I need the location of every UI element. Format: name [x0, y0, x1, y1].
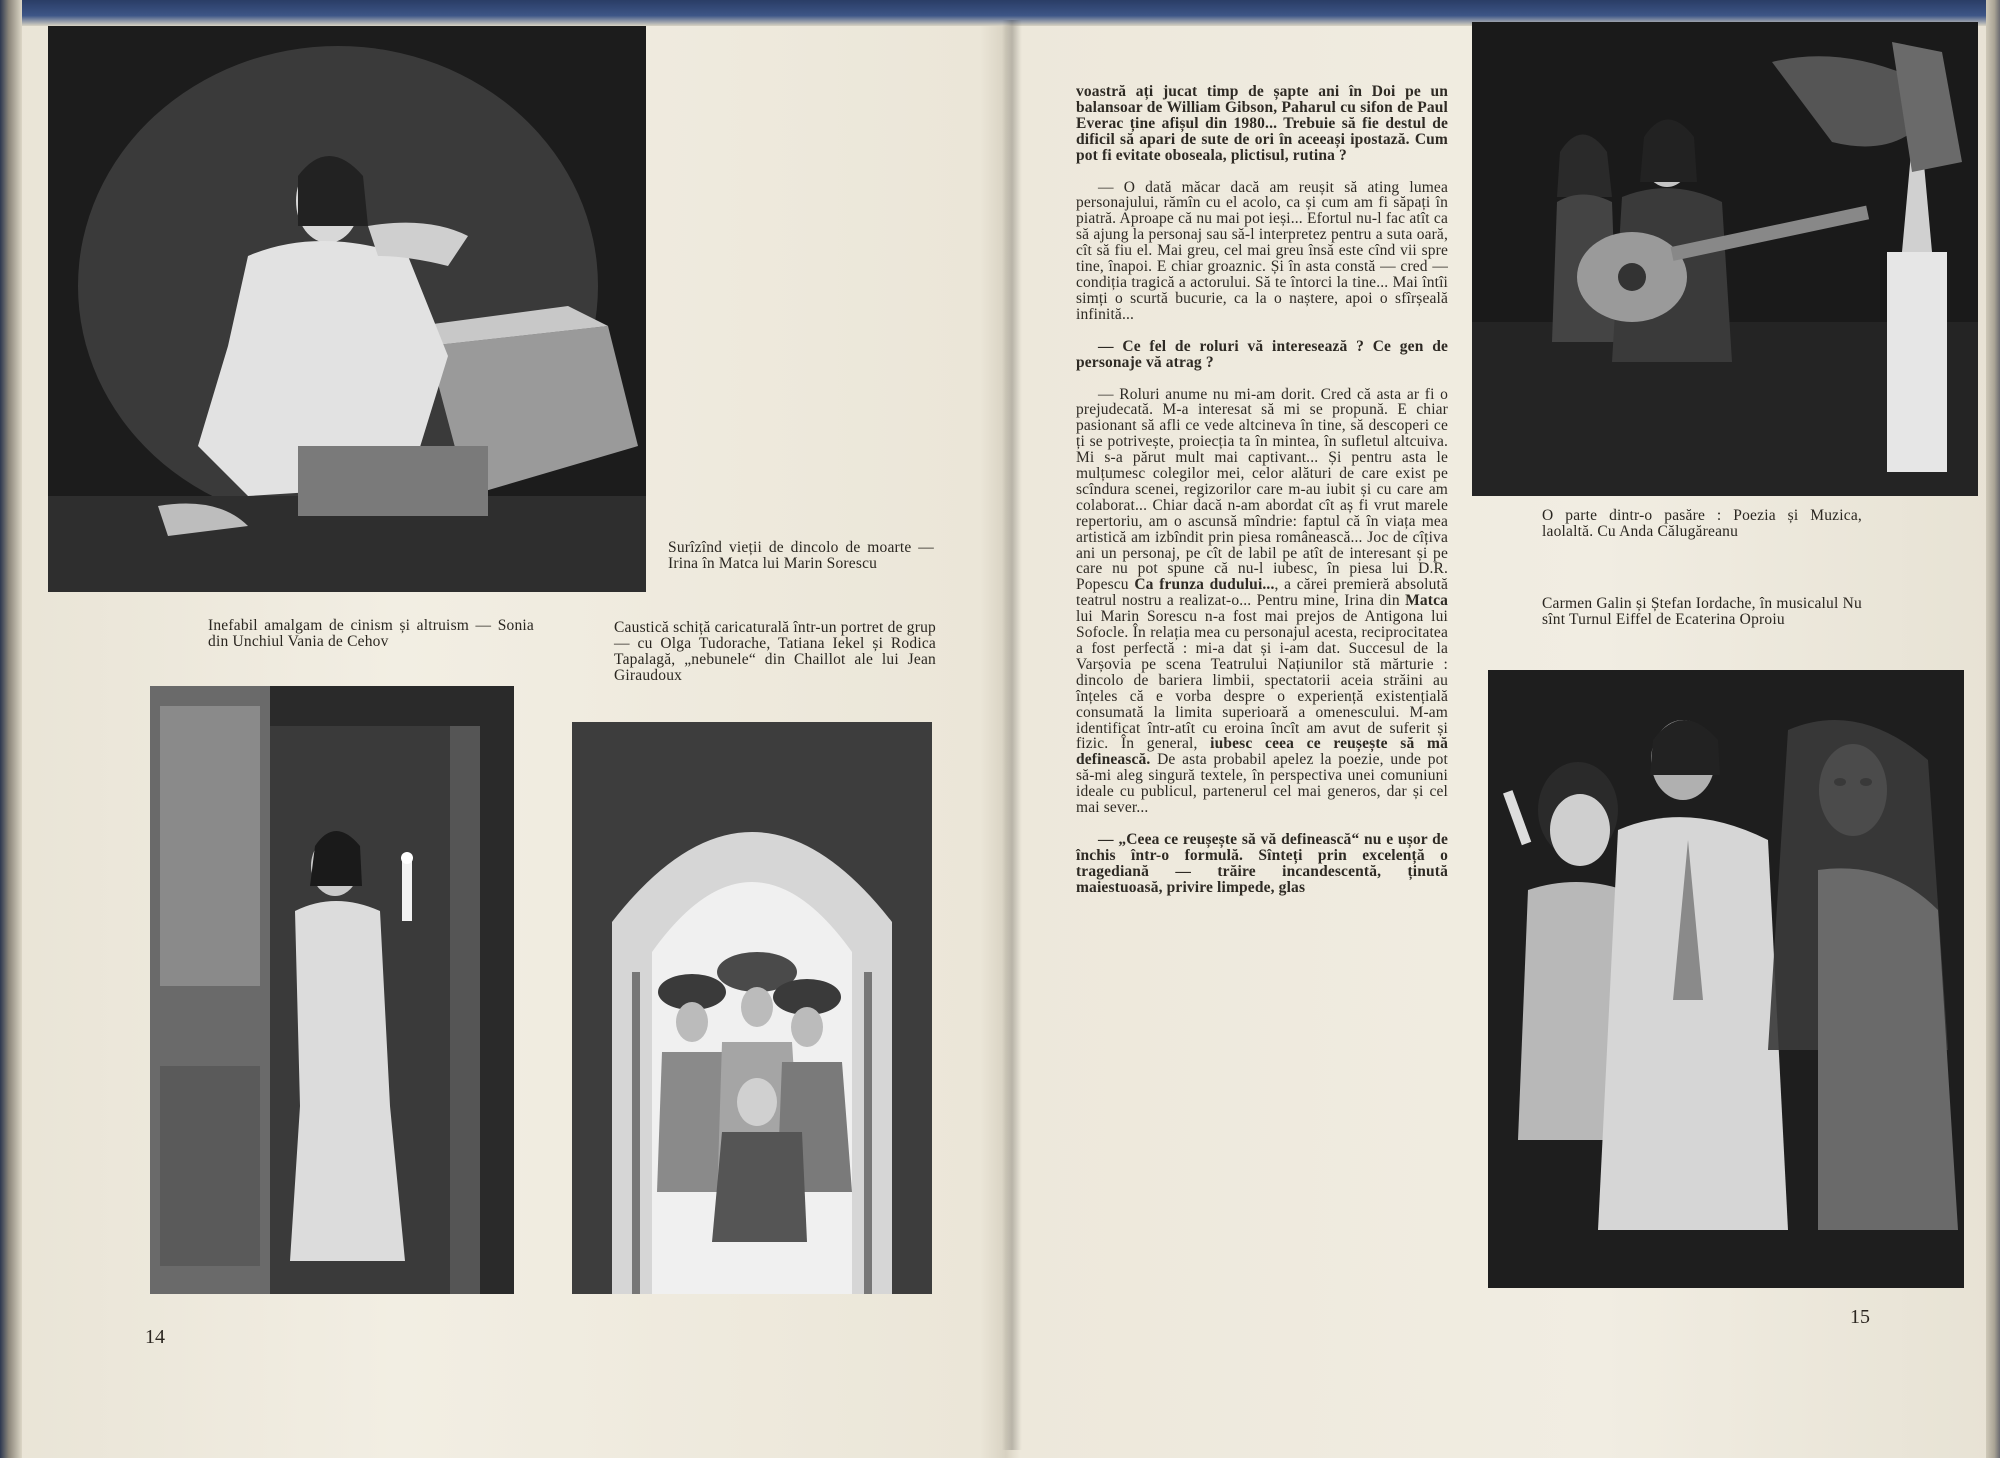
answer-2-text-d: De asta probabil apelez la poezie, unde pot să-mi aleg singură textele, în perspectiva unei comuniuni ideale cu publicul, partenerul cel mai generos, dar și cel mai sever...: [1076, 751, 1448, 817]
book-gutter: [1002, 20, 1022, 1450]
page-number-left: 14: [145, 1326, 165, 1348]
interview-question-1: voastră ați jucat timp de șapte ani în Doi pe un balansoar de William Gibson, Paharul cu sifon de Paul Everac ține afișul din 1980... Trebuie să fie destul de dificil să apari de sute de ori în aceeași ipostază. Cum pot fi evitate oboseala, plictisul, rutina ?: [1076, 83, 1448, 164]
interview-column: [1076, 84, 1448, 912]
interview-question-2: — Ce fel de roluri vă interesează ? Ce gen de personaje vă atrag ?: [1076, 337, 1448, 371]
photo-guitar-image: [1472, 22, 1978, 496]
interview-question-3: — „Ceea ce reușește să vă definească“ nu e ușor de închis într-o formulă. Sînteți prin excelență o tragediană — trăire incandescentă, ținută maiestuoasă, privire limpede, glas: [1076, 830, 1448, 896]
interview-answer-1: — O dată măcar dacă am reușit să ating lumea personajului, rămîn cu el acolo, ca și cum am fi săpați în piatră. Aproape că nu mai pot ieși... Efortul nu-l fac atît ca să ajung la personaj sau să-l interpretez pentru a suta oară, cît să fiu el. Mai greu, cel mai greu însă este cînd vii spre tine, înapoi. E chiar groaznic. Și în asta constă — cred — condiția tragică a actorului. Să te întorci la tine... Mai întîi simți o scurtă bucurie, ca la o naștere, apoi o sfîrșeală infinită...: [1076, 178, 1448, 323]
photo-galin-image: [1488, 670, 1964, 1288]
photo-door-scene: [150, 686, 514, 1294]
caption-sonia: Inefabil amalgam de cinism și altruism — Sonia din Unchiul Vania de Cehov: [208, 617, 534, 650]
left-page-edge: [0, 0, 22, 1458]
answer-2-title-matca: Matca: [1405, 592, 1448, 610]
photo-sonia-image: [48, 26, 646, 592]
photo-door-image: [150, 686, 514, 1294]
caption-irina: Surîzînd vieții de dincolo de moarte — Irina în Matca lui Marin Sorescu: [668, 539, 934, 572]
photo-carmen-galin: [1488, 670, 1964, 1288]
answer-2-text-c: lui Marin Sorescu n-a fost mai prejos de Antigona lui Sofocle. În relația mea cu personajul acesta, reciprocitatea a fost perfectă : mi-a dat și i-am dat. Succesul de la Varșovia pe scena Teatrului Națiunilor stă mărturie : dincolo de bariera limbii, spectatorii aceia străini au înțeles că e vorba despre o experiență existențială consumată la limita superioară a omenescului. M-am identificat într-atît cu eroina încît am avut de suferit și fizic. În general,: [1076, 608, 1448, 753]
photo-poezia-muzica: [1472, 22, 1978, 496]
interview-answer-2: [1076, 387, 1448, 816]
caption-carmen-galin: Carmen Galin și Ștefan Iordache, în musicalul Nu sînt Turnul Eiffel de Ecaterina Oproiu: [1542, 595, 1862, 628]
photo-sonia: [48, 26, 646, 592]
answer-2-text-a: — Roluri anume nu mi-am dorit. Cred că asta ar fi o prejudecată. M-a interesat să mi se propună. E chiar pasionant să afli ce vede altcineva în tine, să descoperi ce ți se potrivește, proiecția ta în mintea, în sufletul altcuiva. Mi s-a părut mult mai captivant... Și pentru asta le mulțumesc colegilor mei, celor alături de care exist pe scîndura scenei, regizorilor care m-au iubit și cu care am colaborat... Chiar dacă n-am abordat cît aș fi vrut marele repertoriu, am o ascunsă mîndrie: faptul că în viața mea artistică am izbîndit prin piesa românească... Joc de cîțiva ani un personaj, pe cît de labil pe atît de interesant și pe care nu pot spune că nu-l iubesc, în piesa lui D.R. Popescu: [1076, 385, 1448, 594]
answer-2-emphasis: iubesc ceea ce reușește să mă definească.: [1076, 735, 1448, 769]
photo-chaillot-group: [572, 722, 932, 1294]
photo-chaillot-image: [572, 722, 932, 1294]
right-page-edge: [1986, 0, 2000, 1458]
caption-poezia-muzica: O parte dintr-o pasăre : Poezia și Muzica, laolaltă. Cu Anda Călugăreanu: [1542, 507, 1862, 540]
answer-2-text-b: , a cărei premieră absolută teatrul nostru a realizat-o... Pentru mine, Irina din: [1076, 576, 1448, 610]
caption-chaillot: Caustică schiță caricaturală într-un portret de grup — cu Olga Tudorache, Tatiana Iekel și Rodica Tapalagă, „nebunele“ din Chaillot ale lui Jean Giraudoux: [614, 619, 936, 684]
answer-2-title-ca-frunza-dudului: Ca frunza dudului...: [1134, 576, 1275, 594]
page-number-right: 15: [1850, 1306, 1870, 1328]
